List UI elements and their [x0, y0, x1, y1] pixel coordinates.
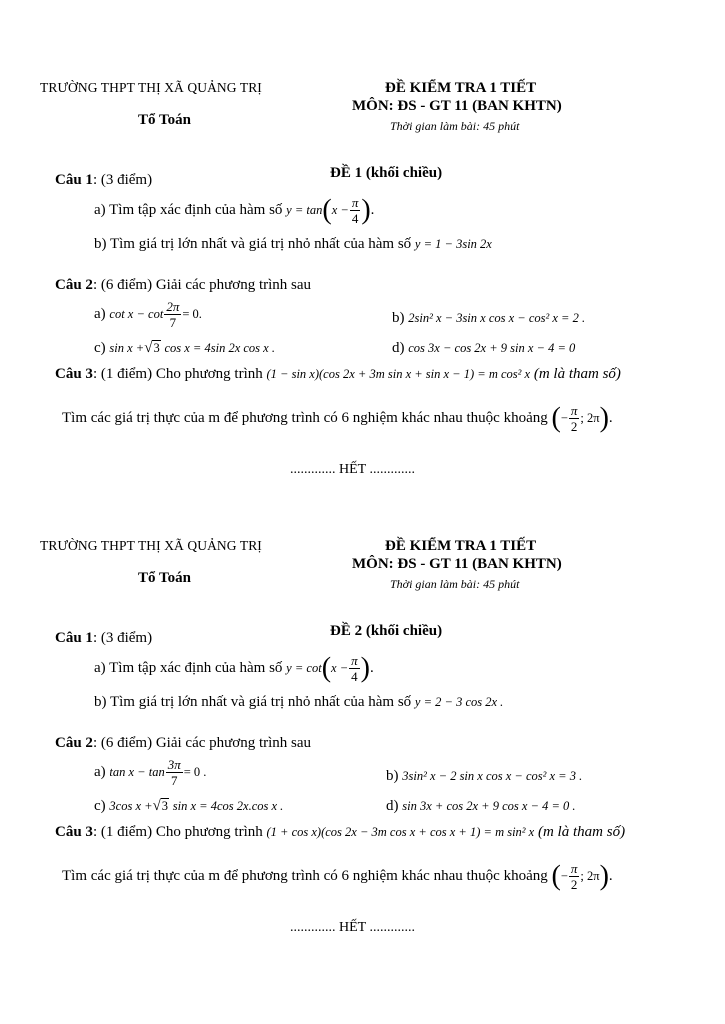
question-2-label: Câu 2: [55, 735, 93, 751]
question-3-line2: Tìm các giá trị thực của m để phương trình có 6 nghiệm khác nhau thuộc khoảng (− $\frac{\pi}{2}$ ; 2π).: [62, 860, 613, 892]
department: Tổ Toán: [138, 112, 191, 128]
question-3-tail: (m là tham số): [537, 824, 626, 840]
question-2b-expr: 3sin² x − 2 sin x cos x − cos² x = 3 .: [402, 769, 583, 783]
question-2a-expr: cot x − cot: [109, 306, 164, 321]
exam-time: Thời gian làm bài: 45 phút: [390, 119, 520, 133]
exam-sheet-1: [0, 0, 725, 477]
question-3-header: [55, 366, 621, 383]
question-1-points: : (3 điểm): [92, 172, 153, 188]
question-2d-label: d): [386, 798, 399, 814]
question-1a: a) Tìm tập xác định của hàm số y = cot(x − $\frac{\pi}{4}$ ).: [94, 652, 374, 684]
question-2b-label: b): [386, 768, 399, 784]
question-3-interval-den: 2: [570, 877, 578, 892]
exam-subject: MÔN: ĐS - GT 11 (BAN KHTN): [352, 98, 562, 114]
question-1a-text: a) Tìm tập xác định của hàm số: [94, 201, 283, 218]
question-1b-expr: y = 1 − 3sin 2x: [414, 237, 492, 251]
question-3-text: : (1 điểm) Cho phương trình: [92, 366, 263, 382]
question-2-label: Câu 2: [55, 277, 93, 293]
question-2a-num: 2π: [166, 299, 180, 314]
question-2b: [386, 768, 582, 785]
question-3-expr: (1 + cos x)(cos 2x − 3m cos x + cos x + 1) = m sin² x: [266, 825, 535, 839]
exam-sheet-2: [0, 458, 725, 935]
question-3-interval-num: π: [570, 861, 578, 876]
question-2c-expr2: cos x = 4sin 2x cos x .: [164, 341, 275, 355]
exam-code: ĐỀ 2 (khối chiều): [330, 623, 443, 639]
question-1a: a) Tìm tập xác định của hàm số y = tan(x − $\frac{\pi}{4}$ ).: [94, 194, 375, 226]
question-1a-expr-x: x −: [331, 660, 349, 675]
question-2c-expr1: sin x +: [109, 341, 145, 355]
question-2b: [392, 310, 585, 327]
question-2-header: [55, 735, 311, 752]
exam-code: ĐỀ 1 (khối chiều): [330, 165, 443, 181]
exam-time: Thời gian làm bài: 45 phút: [390, 577, 520, 591]
question-3-interval-minus: −: [560, 868, 568, 883]
question-2d: [386, 798, 576, 815]
question-2d-expr: cos 3x − cos 2x + 9 sin x − 4 = 0: [408, 341, 576, 355]
question-1-header: [55, 630, 152, 647]
question-3-line2-text: Tìm các giá trị thực của m để phương trình có 6 nghiệm khác nhau thuộc khoảng: [62, 409, 548, 426]
question-3-header: [55, 824, 625, 841]
question-2a-label: a): [94, 763, 106, 780]
question-3-label: Câu 3: [55, 824, 93, 840]
question-2a-den: 7: [170, 773, 178, 788]
question-2b-expr: 2sin² x − 3sin x cos x − cos² x = 2 .: [408, 311, 586, 325]
question-1a-text: a) Tìm tập xác định của hàm số: [94, 659, 283, 676]
question-2a: [94, 300, 202, 329]
question-1b: [94, 236, 492, 253]
exam-subject: MÔN: ĐS - GT 11 (BAN KHTN): [352, 556, 562, 572]
end-marker: ............. HẾT .............: [290, 462, 415, 477]
question-2a-num: 3π: [167, 757, 181, 772]
question-2d: [392, 340, 575, 357]
question-1b-text: b) Tìm giá trị lớn nhất và giá trị nhỏ nhất của hàm số: [94, 236, 412, 252]
question-2c: c) 3cos x +√3 sin x = 4cos 2x.cos x .: [94, 798, 284, 814]
question-2-points: : (6 điểm) Giải các phương trình sau: [92, 277, 312, 293]
question-2a-expr: tan x − tan: [109, 764, 165, 779]
question-2c-sqrt: 3: [153, 341, 160, 355]
question-3-line2-text: Tìm các giá trị thực của m để phương trình có 6 nghiệm khác nhau thuộc khoảng: [62, 867, 548, 884]
end-marker: ............. HẾT .............: [290, 920, 415, 935]
question-2c-sqrt: 3: [161, 799, 169, 813]
question-1-points: : (3 điểm): [92, 630, 153, 646]
question-1a-expr-left: y = tan: [286, 202, 323, 217]
question-3-interval-den: 2: [570, 419, 578, 434]
question-3-interval-num: π: [570, 403, 578, 418]
department: Tổ Toán: [138, 570, 191, 586]
question-3-interval-minus: −: [560, 410, 568, 425]
question-2-header: [55, 277, 311, 294]
question-3-line2: Tìm các giá trị thực của m để phương trình có 6 nghiệm khác nhau thuộc khoảng (− $\frac{\pi}{2}$ ; 2π).: [62, 402, 613, 434]
question-1b-expr: y = 2 − 3 cos 2x .: [414, 695, 504, 709]
exam-title: ĐỀ KIỂM TRA 1 TIẾT: [385, 80, 537, 96]
question-2b-label: b): [392, 310, 405, 326]
question-1a-expr-left: y = cot: [286, 660, 322, 675]
question-2a-label: a): [94, 305, 106, 322]
question-2c-label: c): [94, 798, 106, 814]
question-1-label: Câu 1: [55, 172, 93, 188]
question-2a-tail: = 0 .: [183, 764, 207, 779]
question-1a-den: 4: [351, 211, 359, 226]
question-2c-label: c): [94, 340, 106, 356]
question-2d-label: d): [392, 340, 405, 356]
question-2d-expr: sin 3x + cos 2x + 9 cos x − 4 = 0 .: [402, 799, 576, 813]
question-3-text: : (1 điểm) Cho phương trình: [92, 824, 263, 840]
school-name: TRƯỜNG THPT THỊ XÃ QUẢNG TRỊ: [40, 80, 262, 95]
question-2c: c) sin x +√3 cos x = 4sin 2x cos x .: [94, 340, 275, 356]
question-1-header: [55, 172, 152, 189]
question-2-points: : (6 điểm) Giải các phương trình sau: [92, 735, 312, 751]
question-2c-expr2: sin x = 4cos 2x.cos x .: [172, 799, 284, 813]
question-2a-den: 7: [169, 315, 177, 330]
question-3-tail: (m là tham số): [533, 366, 621, 382]
question-3-expr: (1 − sin x)(cos 2x + 3m sin x + sin x − 1) = m cos² x: [266, 367, 531, 381]
question-1a-den: 4: [351, 669, 358, 684]
question-2c-expr1: 3cos x +: [109, 799, 153, 813]
question-2a: [94, 758, 206, 787]
school-name: TRƯỜNG THPT THỊ XÃ QUẢNG TRỊ: [40, 538, 262, 553]
question-3-label: Câu 3: [55, 366, 93, 382]
question-1a-num: π: [351, 195, 359, 210]
question-1b: [94, 694, 503, 711]
question-3-interval-tail: ; 2π: [580, 868, 600, 883]
question-2a-tail: = 0.: [182, 306, 202, 321]
question-1-label: Câu 1: [55, 630, 93, 646]
exam-title: ĐỀ KIỂM TRA 1 TIẾT: [385, 538, 537, 554]
question-1b-text: b) Tìm giá trị lớn nhất và giá trị nhỏ nhất của hàm số: [94, 694, 412, 710]
question-1a-expr-x: x −: [331, 202, 349, 217]
question-1a-num: π: [351, 653, 358, 668]
question-3-interval-tail: ; 2π: [580, 410, 600, 425]
